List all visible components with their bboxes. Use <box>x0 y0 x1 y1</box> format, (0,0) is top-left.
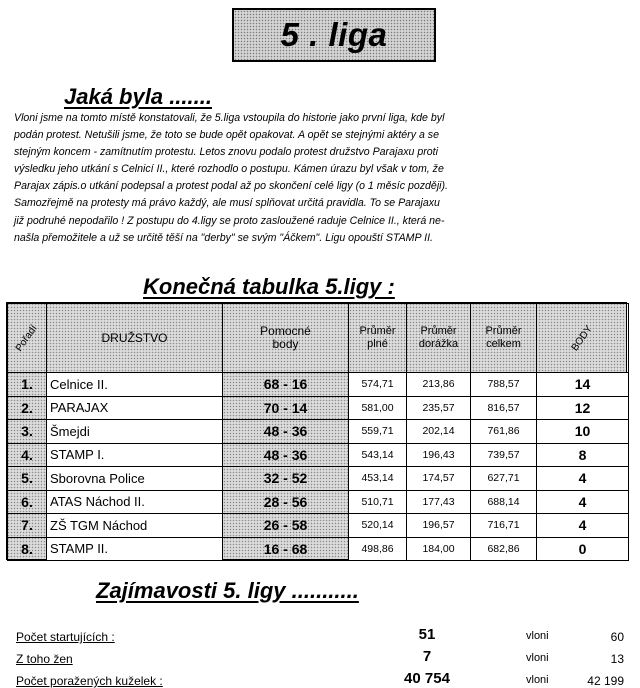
header-avg-full: Průměr plné <box>349 304 407 373</box>
avg-total-cell: 739,57 <box>471 443 537 467</box>
header-avg-total: Průměr celkem <box>471 304 537 373</box>
intro-line: podán protest. Netušili jsme, že toto se bude opět opakovat. A opět se stejnými aktéry a se <box>14 129 439 142</box>
team-cell: Sborovna Police <box>47 467 223 491</box>
avg-clear-cell: 184,00 <box>407 537 471 561</box>
avg-full-cell: 453,14 <box>349 467 407 491</box>
section-heading-table: Konečná tabulka 5.ligy : <box>143 274 395 299</box>
section-heading-summary: Jaká byla ....... <box>64 84 212 109</box>
points-cell: 4 <box>537 514 629 538</box>
team-cell: PARAJAX <box>47 396 223 420</box>
avg-total-cell: 688,14 <box>471 490 537 514</box>
avg-clear-cell: 196,43 <box>407 443 471 467</box>
table-row <box>8 537 629 561</box>
results-table-wrapper <box>6 302 627 560</box>
results-table <box>7 303 629 561</box>
stat-label: Počet poražených kuželek : <box>16 674 163 688</box>
intro-text <box>14 110 632 247</box>
aux-points-cell: 26 - 58 <box>223 514 349 538</box>
table-row <box>8 514 629 538</box>
stat-value: 51 <box>418 626 436 643</box>
aux-points-cell: 32 - 52 <box>223 467 349 491</box>
intro-line: Parajax zápis.o utkání podepsal a protest podal až po skončení celé ligy (o 1 měsíc později). <box>14 180 449 193</box>
stat-prev-label: vloni <box>526 652 549 664</box>
team-cell: Šmejdi <box>47 420 223 444</box>
stat-prev-value: 42 199 <box>587 674 624 688</box>
table-row <box>8 443 629 467</box>
header-rank: Pořadí <box>8 304 47 373</box>
points-cell: 4 <box>537 467 629 491</box>
rank-cell: 2. <box>8 396 47 420</box>
rank-cell: 8. <box>8 537 47 561</box>
avg-full-cell: 559,71 <box>349 420 407 444</box>
aux-points-cell: 48 - 36 <box>223 443 349 467</box>
rank-cell: 3. <box>8 420 47 444</box>
section-heading-stats: Zajímavosti 5. ligy ........... <box>96 578 359 603</box>
stat-prev-value: 13 <box>610 652 624 666</box>
points-cell: 12 <box>537 396 629 420</box>
avg-clear-cell: 196,57 <box>407 514 471 538</box>
header-team: DRUŽSTVO <box>47 304 223 373</box>
points-cell: 10 <box>537 420 629 444</box>
stat-label: Z toho žen <box>16 652 73 666</box>
table-row <box>8 420 629 444</box>
aux-points-cell: 70 - 14 <box>223 396 349 420</box>
intro-line: již podruhé nepodařilo ! Z postupu do 4.ligy se proto zasloužené raduje Celnice II., která ne- <box>14 214 445 227</box>
stat-prev-label: vloni <box>526 674 549 686</box>
avg-clear-cell: 213,86 <box>407 373 471 397</box>
table-row <box>8 396 629 420</box>
intro-line: Samozřejmě na protesty má právo každý, ale musí splňovat určitá pravidla. To se Parajaxu <box>14 197 440 210</box>
points-cell: 4 <box>537 490 629 514</box>
page-title-box <box>232 8 436 62</box>
avg-total-cell: 761,86 <box>471 420 537 444</box>
avg-full-cell: 574,71 <box>349 373 407 397</box>
table-row <box>8 467 629 491</box>
table-header-row <box>8 304 629 373</box>
avg-full-cell: 520,14 <box>349 514 407 538</box>
avg-full-cell: 510,71 <box>349 490 407 514</box>
avg-clear-cell: 177,43 <box>407 490 471 514</box>
avg-full-cell: 543,14 <box>349 443 407 467</box>
avg-total-cell: 716,71 <box>471 514 537 538</box>
aux-points-cell: 16 - 68 <box>223 537 349 561</box>
avg-clear-cell: 235,57 <box>407 396 471 420</box>
intro-line: výsledku jeho utkání s Celnicí II., které rozhodlo o postupu. Kámen úrazu byl však v tom, že <box>14 163 444 176</box>
header-points: BODY <box>537 304 629 373</box>
avg-total-cell: 788,57 <box>471 373 537 397</box>
intro-line: Vloni jsme na tomto místě konstatovali, že 5.liga vstoupila do historie jako první liga, kde byl <box>14 112 445 124</box>
stats-list <box>6 626 630 688</box>
header-aux-points: Pomocné body <box>223 304 349 373</box>
aux-points-cell: 28 - 56 <box>223 490 349 514</box>
points-cell: 0 <box>537 537 629 561</box>
stat-row <box>6 626 630 648</box>
team-cell: Celnice II. <box>47 373 223 397</box>
team-cell: STAMP I. <box>47 443 223 467</box>
table-row <box>8 373 629 397</box>
page-title: 5 . liga <box>280 16 388 53</box>
points-cell: 8 <box>537 443 629 467</box>
avg-clear-cell: 202,14 <box>407 420 471 444</box>
stat-value: 7 <box>422 648 432 665</box>
avg-total-cell: 627,71 <box>471 467 537 491</box>
table-row <box>8 490 629 514</box>
stat-label: Počet startujících : <box>16 630 115 644</box>
intro-line: stejným koncem - zamítnutím protestu. Letos znovu podalo protest družstvo Parajaxu proti <box>14 146 438 159</box>
rank-cell: 7. <box>8 514 47 538</box>
stat-prev-label: vloni <box>526 630 549 642</box>
rank-cell: 5. <box>8 467 47 491</box>
avg-total-cell: 816,57 <box>471 396 537 420</box>
rank-cell: 6. <box>8 490 47 514</box>
team-cell: ATAS Náchod II. <box>47 490 223 514</box>
header-avg-clear: Průměr dorážka <box>407 304 471 373</box>
stat-value: 40 754 <box>404 670 450 687</box>
avg-full-cell: 498,86 <box>349 537 407 561</box>
avg-clear-cell: 174,57 <box>407 467 471 491</box>
team-cell: STAMP II. <box>47 537 223 561</box>
points-cell: 14 <box>537 373 629 397</box>
intro-line: našla přemožitele a už se určitě těší na "derby" se svým "Áčkem". Ligu opouští STAMP II. <box>14 231 433 244</box>
team-cell: ZŠ TGM Náchod <box>47 514 223 538</box>
stat-row <box>6 670 630 688</box>
avg-total-cell: 682,86 <box>471 537 537 561</box>
stat-prev-value: 60 <box>610 630 624 644</box>
rank-cell: 4. <box>8 443 47 467</box>
aux-points-cell: 48 - 36 <box>223 420 349 444</box>
aux-points-cell: 68 - 16 <box>223 373 349 397</box>
avg-full-cell: 581,00 <box>349 396 407 420</box>
rank-cell: 1. <box>8 373 47 397</box>
stat-row <box>6 648 630 670</box>
